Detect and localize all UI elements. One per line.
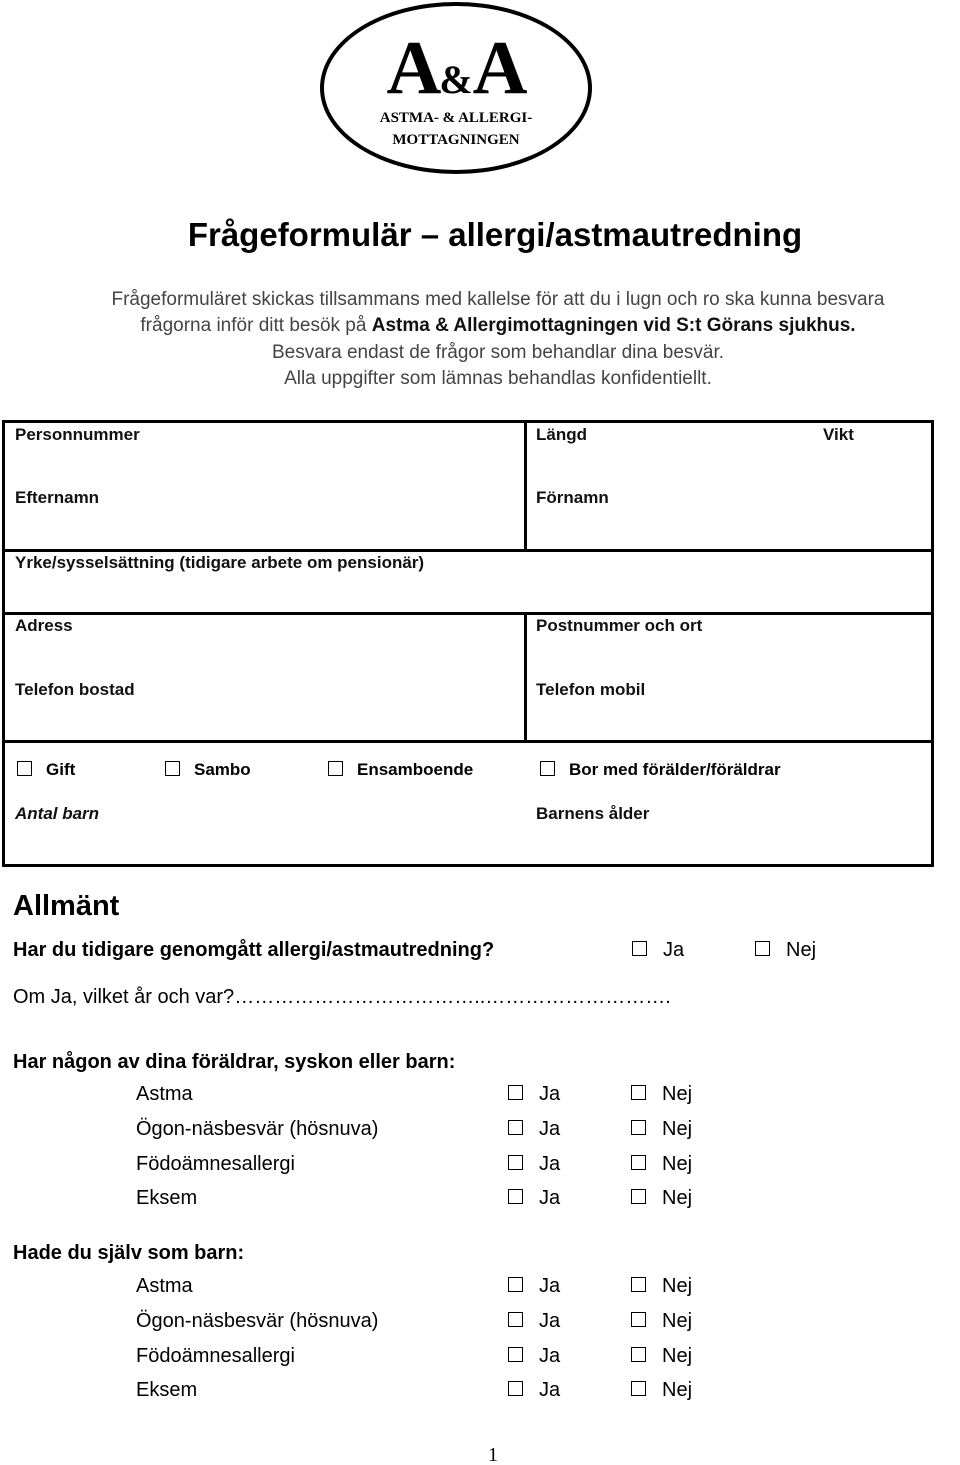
option-ja[interactable]: Ja bbox=[508, 1345, 560, 1368]
page-title: Frågeformulär – allergi/astmautredning bbox=[187, 216, 803, 253]
intro-line-3: Besvara endast de frågor som behandlar dina besvär. bbox=[271, 342, 725, 363]
form-divider bbox=[5, 740, 931, 743]
checkbox-bor-med-foralder[interactable]: Bor med förälder/föräldrar bbox=[540, 760, 781, 780]
checkbox-icon[interactable] bbox=[631, 1155, 646, 1170]
option-nej[interactable]: Nej bbox=[755, 939, 816, 962]
option-ja[interactable]: Ja bbox=[508, 1118, 560, 1141]
checkbox-icon[interactable] bbox=[631, 1277, 646, 1292]
checkbox-sambo[interactable]: Sambo bbox=[165, 760, 251, 780]
option-ja[interactable]: Ja bbox=[508, 1379, 560, 1402]
question-childhood-history: Hade du själv som barn: bbox=[13, 1242, 245, 1264]
condition-label: Astma bbox=[136, 1275, 193, 1297]
option-nej[interactable]: Nej bbox=[631, 1187, 692, 1210]
checkbox-icon[interactable] bbox=[632, 941, 647, 956]
option-nej[interactable]: Nej bbox=[631, 1310, 692, 1333]
option-ja[interactable]: Ja bbox=[508, 1187, 560, 1210]
condition-label: Ögon-näsbesvär (hösnuva) bbox=[136, 1310, 379, 1332]
logo-line2: MOTTAGNINGEN bbox=[392, 132, 520, 148]
checkbox-icon[interactable] bbox=[165, 761, 180, 776]
question-family-history: Har någon av dina föräldrar, syskon eller barn: bbox=[13, 1051, 456, 1073]
telefon-bostad-field[interactable]: Telefon bostad bbox=[15, 680, 135, 699]
option-ja[interactable]: Ja bbox=[632, 939, 684, 962]
section-heading-allmant: Allmänt bbox=[13, 890, 120, 922]
logo-monogram: A&A bbox=[386, 26, 526, 110]
option-ja[interactable]: Ja bbox=[508, 1083, 560, 1106]
checkbox-gift[interactable]: Gift bbox=[17, 760, 75, 780]
vikt-field[interactable]: Vikt bbox=[823, 425, 854, 444]
option-nej[interactable]: Nej bbox=[631, 1083, 692, 1106]
checkbox-ensamboende[interactable]: Ensamboende bbox=[328, 760, 473, 780]
checkbox-icon[interactable] bbox=[540, 761, 555, 776]
form-column-divider bbox=[524, 423, 527, 549]
form-column-divider bbox=[524, 612, 527, 740]
condition-label: Astma bbox=[136, 1083, 193, 1105]
checkbox-icon[interactable] bbox=[17, 761, 32, 776]
checkbox-icon[interactable] bbox=[631, 1312, 646, 1327]
checkbox-icon[interactable] bbox=[755, 941, 770, 956]
logo-line1: ASTMA- & ALLERGI- bbox=[379, 110, 533, 126]
checkbox-icon[interactable] bbox=[328, 761, 343, 776]
followup-question: Om Ja, vilket år och var?………………………………..………………………. bbox=[13, 986, 671, 1008]
option-ja[interactable]: Ja bbox=[508, 1153, 560, 1176]
postnummer-field[interactable]: Postnummer och ort bbox=[536, 616, 703, 635]
personnummer-field[interactable]: Personnummer bbox=[15, 425, 140, 444]
personal-info-form bbox=[2, 420, 934, 867]
checkbox-icon[interactable] bbox=[508, 1120, 523, 1135]
option-nej[interactable]: Nej bbox=[631, 1153, 692, 1176]
question-previous-investigation: Har du tidigare genomgått allergi/astmautredning? bbox=[13, 939, 495, 961]
option-nej[interactable]: Nej bbox=[631, 1379, 692, 1402]
telefon-mobil-field[interactable]: Telefon mobil bbox=[536, 680, 646, 699]
checkbox-icon[interactable] bbox=[508, 1312, 523, 1327]
checkbox-icon[interactable] bbox=[631, 1347, 646, 1362]
fornamn-field[interactable]: Förnamn bbox=[536, 488, 609, 507]
efternamn-field[interactable]: Efternamn bbox=[15, 488, 100, 507]
condition-label: Födoämnesallergi bbox=[136, 1153, 295, 1175]
condition-label: Födoämnesallergi bbox=[136, 1345, 295, 1367]
form-divider bbox=[5, 549, 931, 552]
checkbox-icon[interactable] bbox=[508, 1189, 523, 1204]
yrke-field[interactable]: Yrke/sysselsättning (tidigare arbete om pensionär) bbox=[15, 553, 425, 572]
form-divider bbox=[5, 612, 931, 615]
adress-field[interactable]: Adress bbox=[15, 616, 73, 635]
condition-label: Ögon-näsbesvär (hösnuva) bbox=[136, 1118, 379, 1140]
checkbox-icon[interactable] bbox=[508, 1155, 523, 1170]
antal-barn-field[interactable]: Antal barn bbox=[15, 804, 100, 823]
langd-field[interactable]: Längd bbox=[536, 425, 587, 444]
intro-line-1: Frågeformuläret skickas tillsammans med kallelse för att du i lugn och ro ska kunna besvara bbox=[111, 289, 885, 310]
intro-line-2: frågorna inför ditt besök på Astma & Allergimottagningen vid S:t Görans sjukhus. bbox=[140, 315, 856, 336]
condition-label: Eksem bbox=[136, 1187, 198, 1209]
checkbox-icon[interactable] bbox=[508, 1381, 523, 1396]
answer-line[interactable]: ………………………………..………………………. bbox=[234, 986, 671, 1008]
checkbox-icon[interactable] bbox=[631, 1189, 646, 1204]
option-nej[interactable]: Nej bbox=[631, 1275, 692, 1298]
checkbox-icon[interactable] bbox=[631, 1085, 646, 1100]
checkbox-icon[interactable] bbox=[508, 1347, 523, 1362]
clinic-logo bbox=[320, 2, 592, 174]
checkbox-icon[interactable] bbox=[508, 1085, 523, 1100]
barnens-alder-field[interactable]: Barnens ålder bbox=[536, 804, 650, 823]
intro-line-4: Alla uppgifter som lämnas behandlas konfidentiellt. bbox=[284, 368, 712, 389]
checkbox-icon[interactable] bbox=[508, 1277, 523, 1292]
option-ja[interactable]: Ja bbox=[508, 1275, 560, 1298]
condition-label: Eksem bbox=[136, 1379, 198, 1401]
option-ja[interactable]: Ja bbox=[508, 1310, 560, 1333]
option-nej[interactable]: Nej bbox=[631, 1345, 692, 1368]
checkbox-icon[interactable] bbox=[631, 1120, 646, 1135]
option-nej[interactable]: Nej bbox=[631, 1118, 692, 1141]
page-number: 1 bbox=[488, 1444, 498, 1465]
checkbox-icon[interactable] bbox=[631, 1381, 646, 1396]
